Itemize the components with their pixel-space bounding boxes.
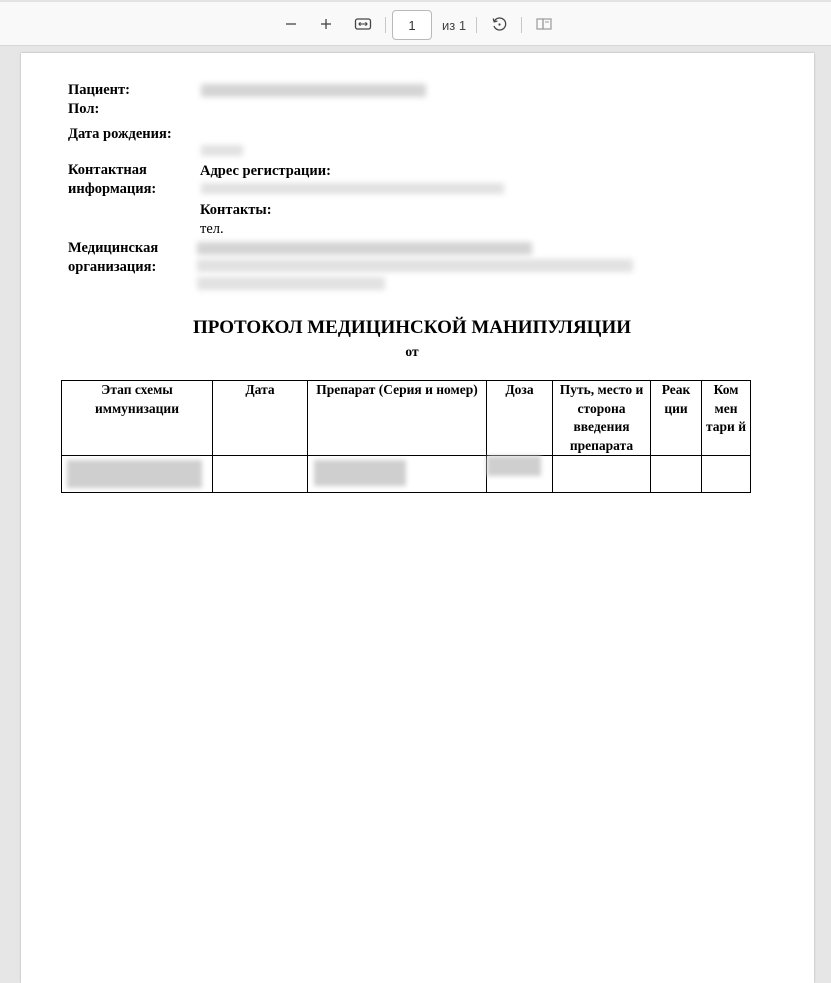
contacts-label: Контакты:	[200, 202, 272, 218]
redacted-organization-line	[197, 277, 385, 290]
sex-label: Пол:	[68, 101, 100, 117]
fit-width-button[interactable]	[351, 12, 375, 36]
zoom-out-button[interactable]	[279, 12, 303, 36]
medical-organization-label: Медицинская организация:	[68, 240, 159, 275]
redacted-stage	[67, 460, 202, 488]
column-header-route: Путь, место и сторона введения препарата	[553, 381, 651, 456]
table-row	[62, 456, 751, 493]
phone-prefix: тел.	[200, 221, 224, 237]
zoom-in-button[interactable]	[314, 12, 338, 36]
manipulation-table	[61, 380, 751, 493]
document-page	[21, 53, 814, 983]
column-header-immunization-stage: Этап схемы иммунизации	[62, 381, 213, 456]
redacted-drug	[314, 460, 406, 486]
toolbar-separator	[385, 17, 386, 33]
redacted-address	[201, 183, 504, 194]
two-page-view-icon	[535, 16, 553, 32]
table-cell-route	[553, 456, 651, 493]
column-header-dose: Доза	[487, 381, 553, 456]
table-header-row	[62, 381, 751, 456]
rotate-button[interactable]	[487, 12, 511, 36]
redacted-patient-name	[201, 84, 426, 97]
table-cell-stage	[62, 456, 213, 493]
table-cell-drug	[308, 456, 487, 493]
page-count-label: из 1	[442, 18, 467, 33]
table-cell-comment	[702, 456, 751, 493]
column-header-reactions: Реак ции	[651, 381, 702, 456]
document-title: ПРОТОКОЛ МЕДИЦИНСКОЙ МАНИПУЛЯЦИИ	[192, 317, 632, 338]
toolbar-separator	[521, 17, 522, 33]
page-number-input[interactable]	[392, 10, 432, 40]
column-header-comment: Ком мен тари й	[702, 381, 751, 456]
redacted-organization-line	[197, 242, 532, 255]
contact-info-label: Контактная информация:	[68, 162, 157, 197]
redacted-dose	[487, 456, 541, 476]
plus-icon	[319, 17, 333, 31]
patient-label: Пациент:	[68, 82, 130, 98]
column-header-drug: Препарат (Серия и номер)	[308, 381, 487, 456]
redacted-organization-line	[197, 259, 633, 272]
rotate-icon	[490, 15, 508, 33]
redacted-birthdate	[201, 145, 243, 156]
address-label: Адрес регистрации:	[200, 163, 331, 179]
document-subtitle: от	[405, 344, 419, 359]
column-header-date: Дата	[213, 381, 308, 456]
table-cell-dose	[487, 456, 553, 493]
fit-width-icon	[354, 17, 372, 31]
toolbar-separator	[476, 17, 477, 33]
birthdate-label: Дата рождения:	[68, 126, 172, 142]
pdf-viewer-toolbar	[0, 0, 831, 46]
two-page-view-button[interactable]	[532, 12, 556, 36]
table-cell-date	[213, 456, 308, 493]
minus-icon	[284, 17, 298, 31]
table-cell-reactions	[651, 456, 702, 493]
